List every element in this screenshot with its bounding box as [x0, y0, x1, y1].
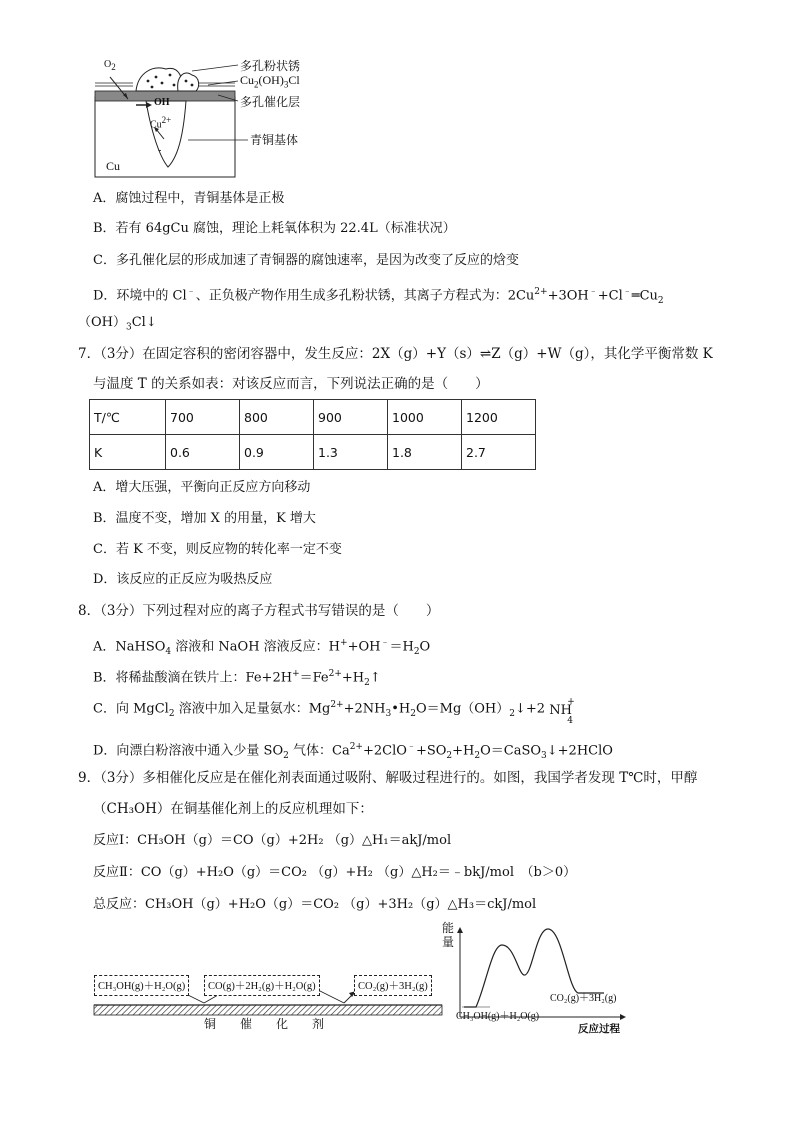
table-cell: 0.9: [240, 435, 314, 470]
species-box-products: CO₂(g)＋3H₂(g): [354, 975, 432, 996]
callout-formula: $Cu_2(OH)_3Cl$: [240, 73, 300, 90]
q8-option-a: A．NaHSO$_4$ 溶液和 NaOH 溶液反应：$H^++OH^﹣=H_2O$: [93, 638, 431, 657]
q7-stem-line1: 7．（3分）在固定容积的密闭容器中，发生反应：2X（g）+Y（s）⇌Z（g）+W（g），其化学平衡常数 K: [78, 346, 713, 362]
corrosion-figure: [88, 55, 328, 180]
q6-option-c: C．多孔催化层的形成加速了青铜器的腐蚀速率，是因为改变了反应的焓变: [93, 253, 519, 268]
q8-option-c: C．向 MgCl$_2$ 溶液中加入足量氨水：$Mg^{2+}+2NH_3•H_2O=Mg(OH)_2↓+2$ NH + 4: [93, 697, 575, 726]
q8-option-b: B．将稀盐酸滴在铁片上：$Fe+2H^+=Fe^{2+}+H_2↑$: [93, 669, 381, 688]
table-cell: 800: [240, 400, 314, 435]
q6-option-d-continued: $(OH)_3Cl↓$: [78, 315, 157, 333]
table-cell: K: [90, 435, 166, 470]
energy-end-label: CO₂(g)＋3H₂(g): [550, 993, 617, 1004]
reaction-progress-axis-label: 反应过程: [578, 1023, 620, 1035]
catalyst-label: 铜 催 化 剂: [204, 1017, 325, 1031]
callout-rust: 多孔粉状锈: [240, 59, 301, 73]
q7-stem-line2: 与温度 T 的关系如表：对该反应而言，下列说法正确的是（ ）: [93, 376, 489, 392]
species-box-intermediate: CO(g)＋2H₂(g)＋H₂O(g): [204, 975, 320, 996]
q6-option-a: A．腐蚀过程中，青铜基体是正极: [93, 191, 285, 206]
q9-reaction-total: 总反应：CH₃OH（g）+H₂O（g）＝CO₂ （g）+3H₂（g）△H₃＝ckJ/mol: [93, 897, 537, 912]
q9-reaction-1: 反应Ⅰ：CH₃OH（g）＝CO（g）+2H₂ （g）△H₁＝akJ/mol: [93, 833, 452, 848]
table-cell: 700: [166, 400, 240, 435]
q9-stem-line2: （CH₃OH）在铜基催化剂上的反应机理如下：: [93, 801, 373, 817]
callout-bronze: 青铜基体: [250, 133, 299, 147]
table-cell: T/℃: [90, 400, 166, 435]
catalyst-mechanism-figure: [92, 965, 444, 1035]
table-cell: 1.3: [314, 435, 388, 470]
table-cell: 1200: [462, 400, 536, 435]
table-cell: 2.7: [462, 435, 536, 470]
species-box-methanol: CH₃OH(g)＋H₂O(g): [94, 975, 189, 996]
q7-option-a: A．增大压强，平衡向正反应方向移动: [93, 480, 311, 495]
energy-start-label: CH₃OH(g)＋H₂O(g): [456, 1011, 540, 1022]
table-row: [90, 400, 536, 435]
table-cell: 0.6: [166, 435, 240, 470]
energy-axis-label: 能量: [442, 921, 455, 949]
q7-option-c: C．若 K 不变，则反应物的转化率一定不变: [93, 542, 342, 557]
table-cell: 1000: [388, 400, 462, 435]
o2-label: $O_2$: [104, 59, 116, 72]
q6-option-b: B．若有 64gCu 腐蚀，理论上耗氧体积为 22.4L（标准状况）: [93, 221, 456, 236]
q9-reaction-2: 反应Ⅱ：CO（g）+H₂O（g）＝CO₂ （g）+H₂ （g）△H₂＝﹣bkJ/mol （b＞0）: [93, 865, 577, 880]
table-cell: 1.8: [388, 435, 462, 470]
q8-option-d: D．向漂白粉溶液中通入少量 $SO_2$ 气体：$Ca^{2+}+2ClO^﹣+SO_2+H_2O=CaSO_3↓+2HClO$: [93, 742, 613, 761]
q7-option-d: D．该反应的正反应为吸热反应: [93, 572, 273, 587]
cu-label: Cu: [106, 159, 121, 173]
table-row: [90, 435, 536, 470]
cu-ion-label: $Cu^{2+}$: [150, 115, 172, 131]
callout-catalytic-layer: 多孔催化层: [240, 95, 301, 109]
q7-option-b: B．温度不变，增加 X 的用量，K 增大: [93, 511, 316, 526]
oh-label: OH: [154, 97, 170, 108]
q6-option-d: D．环境中的 Cl﹣、正负极产物作用生成多孔粉状锈，其离子方程式为：$2Cu^{2+}+3OH^﹣+Cl^﹣═Cu_2$: [93, 287, 664, 306]
q9-stem-line1: 9．（3分）多相催化反应是在催化剂表面通过吸附、解吸过程进行的。如图，我国学者发现 T℃时，甲醇: [78, 770, 698, 786]
table-cell: 900: [314, 400, 388, 435]
q8-stem: 8．（3分）下列过程对应的离子方程式书写错误的是（ ）: [78, 603, 440, 619]
energy-profile-figure: [440, 921, 630, 1035]
k-temperature-table: [89, 399, 536, 470]
minus-label: -: [158, 145, 162, 156]
